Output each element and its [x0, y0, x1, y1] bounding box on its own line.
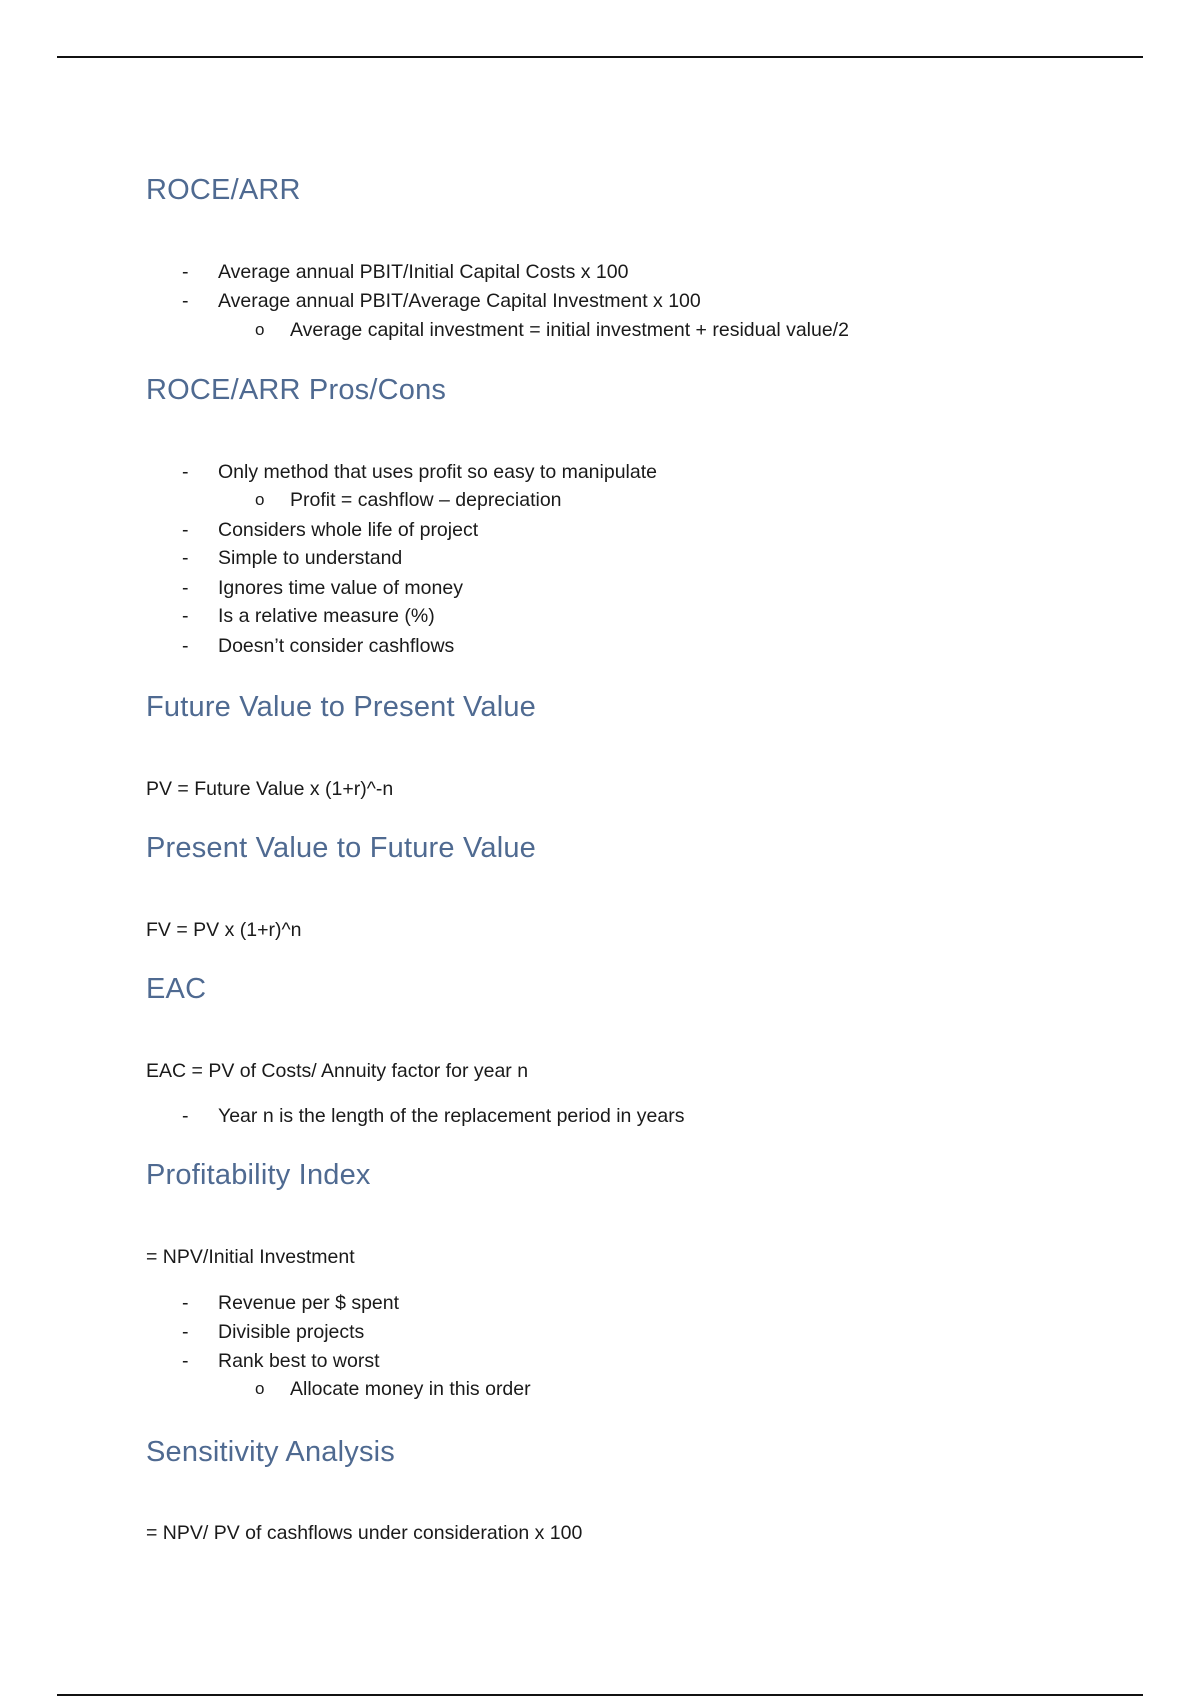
- list-item-text: Doesn’t consider cashflows: [218, 635, 455, 657]
- dash-bullet: [182, 260, 189, 284]
- dash-bullet: [182, 460, 189, 484]
- list-item-text: Divisible projects: [218, 1321, 365, 1343]
- heading-fv-to-pv: Future Value to Present Value: [146, 691, 537, 723]
- list-item-text: Average annual PBIT/Initial Capital Costs x 100: [218, 261, 629, 283]
- dash-bullet: [182, 604, 189, 628]
- footer-rule: [57, 1694, 1143, 1696]
- dash-bullet: [182, 1349, 189, 1373]
- formula-pv: PV = Future Value x (1+r)^-n: [146, 778, 394, 800]
- sub-list-item-text: Allocate money in this order: [290, 1378, 531, 1400]
- sub-list-item-text: Average capital investment = initial investment + residual value/2: [290, 319, 849, 341]
- dash-bullet: [182, 1320, 189, 1344]
- dash-bullet: [182, 1104, 189, 1128]
- list-item-text: Rank best to worst: [218, 1350, 380, 1372]
- header-rule: [57, 56, 1143, 58]
- heading-eac: EAC: [146, 973, 207, 1005]
- circle-bullet: [255, 488, 264, 512]
- formula-sensitivity: = NPV/ PV of cashflows under consideration x 100: [146, 1522, 583, 1544]
- formula-pi: = NPV/Initial Investment: [146, 1246, 355, 1268]
- formula-fv: FV = PV x (1+r)^n: [146, 919, 302, 941]
- dash-bullet: [182, 1291, 189, 1315]
- heading-roce-arr-pros-cons: ROCE/ARR Pros/Cons: [146, 374, 447, 406]
- heading-sensitivity-analysis: Sensitivity Analysis: [146, 1436, 395, 1468]
- list-item-text: Simple to understand: [218, 547, 403, 569]
- circle-bullet: [255, 1377, 264, 1401]
- list-item-text: Only method that uses profit so easy to manipulate: [218, 461, 657, 483]
- dash-bullet: [182, 518, 189, 542]
- dash-bullet: [182, 576, 189, 600]
- list-item-text: Is a relative measure (%): [218, 605, 435, 627]
- dash-bullet: [182, 634, 189, 658]
- list-item-text: Considers whole life of project: [218, 519, 479, 541]
- list-item-text: Year n is the length of the replacement period in years: [218, 1105, 685, 1127]
- heading-profitability-index: Profitability Index: [146, 1159, 371, 1191]
- formula-eac: EAC = PV of Costs/ Annuity factor for year n: [146, 1060, 529, 1082]
- sub-list-item-text: Profit = cashflow – depreciation: [290, 489, 562, 511]
- dash-bullet: [182, 546, 189, 570]
- list-item-text: Revenue per $ spent: [218, 1292, 400, 1314]
- list-item-text: Average annual PBIT/Average Capital Investment x 100: [218, 290, 701, 312]
- heading-pv-to-fv: Present Value to Future Value: [146, 832, 537, 864]
- dash-bullet: [182, 289, 189, 313]
- list-item-text: Ignores time value of money: [218, 577, 463, 599]
- circle-bullet: [255, 318, 264, 342]
- heading-roce-arr: ROCE/ARR: [146, 174, 301, 206]
